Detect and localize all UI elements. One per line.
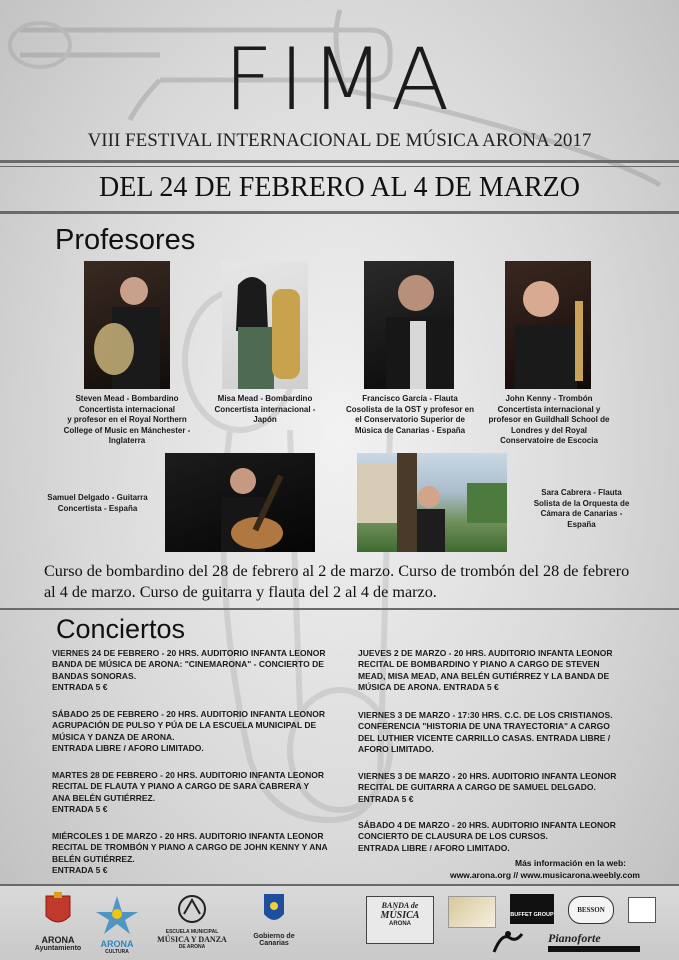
concert-entry: VIERNES 3 DE MARZO - 20 HRS. AUDITORIO INFANTA LEONOR RECITAL DE GUITARRA A CARGO DE SAMUEL DELGADO. ENTRADA 5 € (358, 771, 617, 804)
caption-john-kenny (484, 394, 614, 447)
divider-dates (0, 166, 679, 167)
concert-entry: SÁBADO 4 DE MARZO - 20 HRS. AUDITORIO INFANTA LEONOR CONCIERTO DE CLAUSURA DE LOS CURSOS. ENTRADA LIBRE / AFORO LIMITADO. (358, 820, 616, 853)
divider-dates-bottom (0, 211, 679, 214)
logo-label: ARONA (41, 935, 75, 945)
photo-samuel-delgado (165, 453, 315, 552)
arona-shield-icon (32, 892, 84, 930)
caption-desc: Concertista internacional y profesor en Guildhall School de Londres y del Royal Conservatoire de Escocia (488, 404, 610, 445)
logo-sublabel: Ayuntamiento (34, 945, 82, 952)
logo-label: MÚSICA Y DANZA (157, 935, 227, 944)
dancer-logo-icon (486, 928, 526, 956)
website-links[interactable]: www.arona.org // www.musicarona.weebly.com (449, 870, 640, 880)
photo-francisco-garcia (364, 261, 454, 389)
caption-name: John Kenny - Trombón (505, 394, 593, 403)
caption-name: Steven Mead - Bombardino (75, 394, 179, 403)
professors-heading: Profesores (55, 224, 196, 256)
logo-label: Gobierno de Canarias (253, 933, 295, 947)
caption-desc: Solista de la Orquesta de Cámara de Canarias - España (533, 498, 630, 529)
logo-sublabel: CULTURA (105, 949, 129, 955)
concerts-right-column (358, 648, 648, 854)
photo-steven-mead (84, 261, 170, 389)
caption-steven-mead (62, 394, 192, 447)
logo-sponsor-mark (628, 897, 656, 923)
concert-entry: MIÉRCOLES 1 DE MARZO - 20 HRS. AUDITORIO INFANTA LEONOR RECITAL DE TROMBÓN Y PIANO A CARGO DE JOHN KENNY Y ANA BELÉN GUTIÉRREZ. ENTRADA 5 € (52, 831, 328, 875)
photo-john-kenny (505, 261, 591, 389)
concert-entry: VIERNES 3 DE MARZO - 17:30 HRS. C.C. DE LOS CRISTIANOS. CONFERENCIA "HISTORIA DE UNA TRAYECTORIA" A CARGO DEL LUTHIER VICENTE CARRILLO CASAS. ENTRADA LIBRE / AFORO LIMITADO. (358, 710, 613, 754)
logo-gobierno-canarias (238, 892, 310, 947)
caption-misa-mead (200, 394, 330, 426)
photo-misa-mead (222, 261, 308, 389)
logo-label: Pianoforte (548, 931, 640, 952)
concert-entry: JUEVES 2 DE MARZO - 20 HRS. AUDITORIO INFANTA LEONOR RECITAL DE BOMBARDINO Y PIANO A CARGO DE STEVEN MEAD, MISA MEAD, ANA BELÉN GUTIÉRREZ Y LA BANDA DE MÚSICA DE ARONA. ENTRADA 5 € (358, 648, 613, 692)
logo-label: ESCUELA MUNICIPAL (165, 929, 219, 935)
caption-name: Samuel Delgado - Guitarra (47, 493, 148, 502)
divider-courses (0, 608, 679, 610)
caption-name: Sara Cabrera - Flauta (541, 488, 622, 497)
concert-entry: VIERNES 24 DE FEBRERO - 20 HRS. AUDITORIO INFANTA LEONOR BANDA DE MÚSICA DE ARONA: "CINEMARONA" - CONCIERTO DE BANDAS SONORAS. ENTRADA 5 € (52, 648, 326, 692)
caption-sara-cabrera (514, 488, 649, 530)
concerts-left-column (52, 648, 352, 876)
courses-text: Curso de bombardino del 28 de febrero al 2 de marzo. Curso de trombón del 28 de febrero al 4 de marzo. Curso de guitarra y flauta del 2 al 4 de marzo. (44, 562, 630, 601)
cultura-star-icon (92, 892, 142, 934)
logo-label: BESSON (577, 906, 605, 914)
logo-label: ARONA (389, 921, 411, 927)
more-info-label: Más información en la web: (515, 858, 626, 868)
caption-desc: Concertista internacional y profesor en el Royal Northern College of Music en Mánchester - Inglaterra (63, 404, 191, 445)
logo-escuela-musica-danza (146, 894, 238, 950)
caption-samuel-delgado (40, 493, 155, 514)
logo-label: ARONA (100, 939, 134, 949)
caption-desc: Concertista - España (57, 503, 138, 513)
more-info (380, 857, 640, 881)
escuela-emblem-icon (146, 894, 238, 924)
concert-entry: MARTES 28 DE FEBRERO - 20 HRS. AUDITORIO INFANTA LEONOR RECITAL DE FLAUTA Y PIANO A CARGO DE SARA CABRERA Y ANA BELÉN GUTIÉRREZ. ENTRADA 5 € (52, 770, 325, 814)
divider-top (0, 160, 679, 163)
concert-entry: SÁBADO 25 DE FEBRERO - 20 HRS. AUDITORIO INFANTA LEONOR AGRUPACIÓN DE PULSO Y PÚA DE LA ESCUELA MUNICIPAL DE MÚSICA Y DANZA DE ARONA. ENTRADA LIBRE / AFORO LIMITADO. (52, 709, 325, 753)
logo-banda-musica-arona (366, 896, 434, 944)
caption-name: Misa Mead - Bombardino (217, 394, 313, 403)
logo-pianoforte (548, 931, 640, 953)
caption-desc: Cosolista de la OST y profesor en el Conservatorio Superior de Música de Canarias - España (345, 404, 475, 435)
logo-buffet-group (510, 894, 554, 924)
logo-arona-cultura (92, 892, 142, 955)
concerts-heading: Conciertos (56, 614, 186, 644)
caption-francisco-garcia (338, 394, 482, 436)
logo-sponsor-decorative (448, 896, 496, 928)
caption-name: Francisco García - Flauta (362, 394, 458, 403)
logo-label: BUFFET GROUP (510, 912, 554, 918)
logo-label: MÚSICA (380, 910, 420, 921)
canarias-shield-icon (238, 892, 310, 928)
logo-besson (568, 896, 614, 924)
caption-desc: Concertista internacional - Japón (214, 404, 316, 424)
logo-label: DE ARONA (178, 944, 206, 950)
festival-logo-title: FIMA (223, 30, 456, 130)
festival-dates: DEL 24 DE FEBRERO AL 4 DE MARZO (99, 172, 580, 203)
photo-sara-cabrera (357, 453, 507, 552)
festival-name: VIII FESTIVAL INTERNACIONAL DE MÚSICA ARONA 2017 (87, 130, 592, 151)
logo-label: BANDA de (381, 901, 419, 910)
logo-arona-ayuntamiento (32, 892, 84, 952)
divider-footer (0, 884, 679, 886)
